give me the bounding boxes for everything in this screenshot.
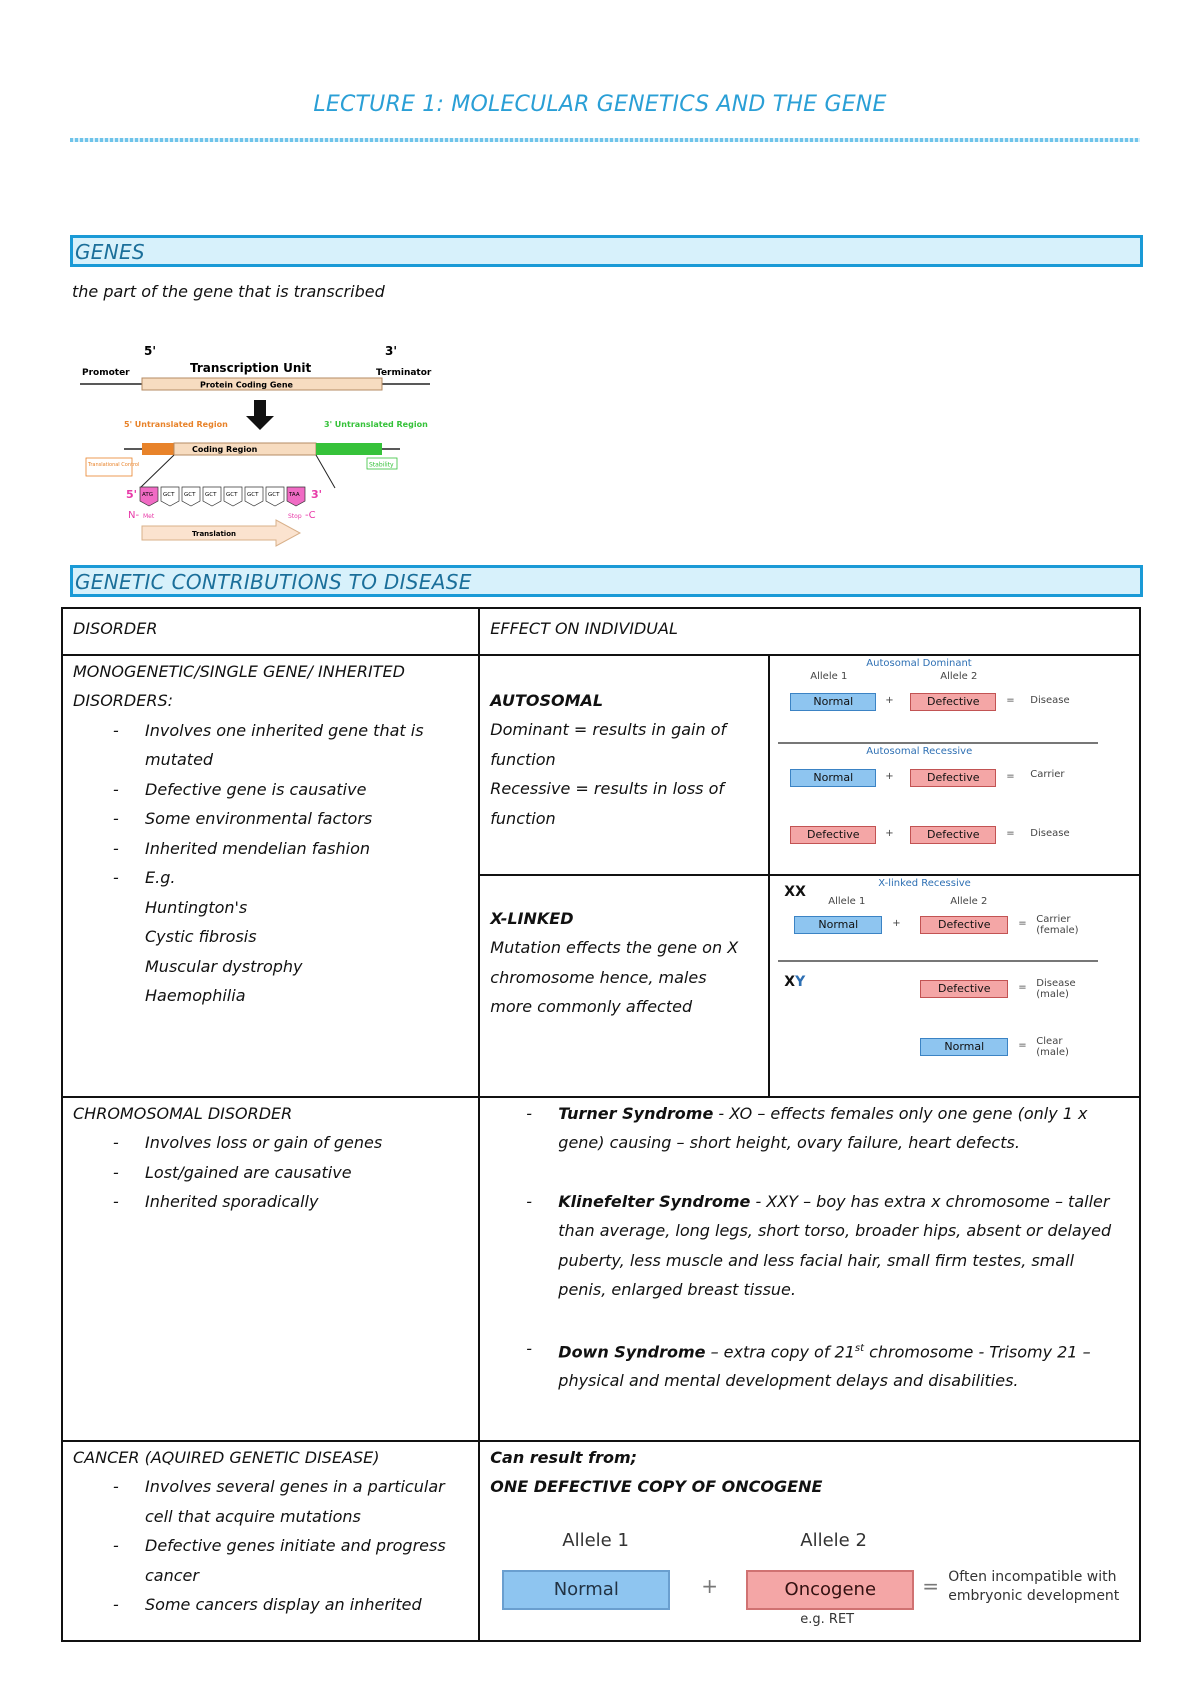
- klinefelter-name: Klinefelter Syndrome: [558, 1191, 751, 1211]
- fig-defective-box: Defective: [920, 916, 1008, 934]
- diagram-translational-control: Translational Control: [88, 462, 140, 468]
- fig-defective-box: Defective: [910, 769, 996, 787]
- autosomal-line-3: Recessive = results in loss of: [490, 779, 725, 798]
- codon-label: GCT: [163, 492, 175, 498]
- fig-allele1: Allele 1: [828, 895, 866, 907]
- onco-outcome: Often incompatible with embryonic development: [948, 1568, 1120, 1604]
- list-item: - Some cancers display an inherited: [113, 1590, 468, 1620]
- diagram-promoter: Promoter: [82, 368, 130, 378]
- example-huntington: Huntington's: [145, 897, 248, 917]
- onco-example: e.g. RET: [800, 1611, 855, 1627]
- diagram-codon-5prime: 5': [126, 488, 138, 501]
- list-item: - Defective gene is causative: [113, 775, 468, 805]
- list-item: - Involves loss or gain of genes: [113, 1128, 468, 1158]
- section-genes-label: GENES: [75, 240, 145, 264]
- col-effect: EFFECT ON INDIVIDUAL: [490, 619, 678, 638]
- list-item: - Down Syndrome – extra copy of 21st chromosome - Trisomy 21 – physical and mental development delays and disabilities.: [526, 1334, 1129, 1396]
- autosomal-figure: Autosomal Dominant Allele 1 Allele 2 Normal + Defective = Disease Autosomal Recessive Normal + Defective = Carrier Defective + Defective = Disease: [768, 656, 1100, 874]
- mono-cell: [62, 655, 479, 1097]
- fig-allele2: Allele 2: [950, 895, 988, 907]
- diagram-translation: Translation: [192, 530, 236, 538]
- cancer-effect-cell: [479, 1441, 1140, 1641]
- mono-title-1: MONOGENETIC/SINGLE GENE/ INHERITED: [73, 661, 405, 681]
- disease-table: [61, 607, 1141, 1642]
- diagram-c-term: -C: [305, 510, 316, 521]
- fig-normal-box: Normal: [790, 693, 876, 711]
- fig-defective-box: Defective: [910, 693, 996, 711]
- fig-xlinked-title: X-linked Recessive: [878, 877, 971, 889]
- diagram-terminator: Terminator: [376, 368, 432, 378]
- xlinked-figure: X-linked Recessive XX Allele 1 Allele 2 Normal + Defective = Carrier (female) XY Defective = Disease (male) Normal = Clear (male): [768, 876, 1100, 1096]
- example-cystic-fibrosis: Cystic fibrosis: [145, 927, 257, 946]
- list-item: - Involves one inherited gene that is mutated: [113, 716, 468, 775]
- diagram-coding-region: Coding Region: [192, 445, 258, 454]
- diagram-5prime: 5': [144, 344, 157, 358]
- xlinked-cell: [479, 875, 1140, 1097]
- diagram-n-term: N-: [128, 510, 140, 521]
- mono-title-2: DISORDERS:: [73, 691, 173, 710]
- row-chromosomal: [62, 1097, 1140, 1441]
- onco-oncogene-box: Oncogene: [746, 1570, 914, 1610]
- fig-normal-box: Normal: [794, 916, 882, 934]
- fig-xy-label: XY: [784, 973, 806, 990]
- list-item: - Klinefelter Syndrome - XXY – boy has extra x chromosome – taller than average, long legs, short torso, broader hips, absent or delayed puberty, less muscle and less facial hair, small firm testes, small penis, enlarged breast tissue.: [526, 1187, 1129, 1305]
- oncogene-heading: ONE DEFECTIVE COPY OF ONCOGENE: [490, 1477, 823, 1496]
- fig-allele2: Allele 2: [940, 670, 978, 682]
- list-item: - Lost/gained are causative: [113, 1158, 468, 1188]
- section-disease: [70, 565, 1143, 597]
- fig-defective-box: Defective: [790, 826, 876, 844]
- diagram-utr3: 3' Untranslated Region: [324, 420, 428, 429]
- fig-defective-box: Defective: [920, 980, 1008, 998]
- cancer-result-from: Can result from;: [490, 1447, 638, 1467]
- list-item: - Inherited mendelian fashion: [113, 834, 468, 864]
- row-mono-autosomal: [62, 655, 1140, 875]
- fig-carrier: Carrier: [1030, 768, 1065, 780]
- fig-xx-label: XX: [784, 883, 806, 900]
- example-haemophilia: Haemophilia: [145, 986, 246, 1005]
- fig-clear-male: Clear (male): [1036, 1035, 1069, 1058]
- turner-name: Turner Syndrome: [558, 1103, 714, 1123]
- codon-label: ATG: [142, 492, 153, 498]
- fig-recessive-title: Autosomal Recessive: [866, 745, 973, 757]
- onco-allele2: Allele 2: [800, 1529, 867, 1551]
- chromosomal-cell: [62, 1097, 479, 1441]
- list-item: - Some environmental factors: [113, 804, 468, 834]
- diagram-met: Met: [143, 513, 155, 520]
- xlinked-line-1: Mutation effects the gene on X: [490, 938, 739, 957]
- diagram-transcription-unit: Transcription Unit: [190, 361, 312, 375]
- xlinked-title: X-LINKED: [490, 908, 574, 928]
- list-item: - Turner Syndrome - XO – effects females only one gene (only 1 x gene) causing – short height, ovary failure, heart defects.: [526, 1099, 1129, 1158]
- fig-carrier-female: Carrier (female): [1036, 913, 1079, 936]
- cancer-title: CANCER (AQUIRED GENETIC DISEASE): [73, 1447, 380, 1467]
- fig-normal-box: Normal: [790, 769, 876, 787]
- codon-label: GCT: [247, 492, 259, 498]
- fig-disease: Disease: [1030, 694, 1070, 706]
- xlinked-line-3: more commonly affected: [490, 997, 693, 1016]
- fig-allele1: Allele 1: [810, 670, 848, 682]
- list-item: - Involves several genes in a particular cell that acquire mutations: [113, 1472, 468, 1531]
- cancer-cell: [62, 1441, 479, 1641]
- section-disease-label: GENETIC CONTRIBUTIONS TO DISEASE: [75, 570, 472, 594]
- diagram-protein-coding: Protein Coding Gene: [200, 380, 293, 390]
- diagram-3prime: 3': [385, 344, 398, 358]
- codon-label: GCT: [184, 492, 196, 498]
- fig-normal-box: Normal: [920, 1038, 1008, 1056]
- table-header-row: [62, 608, 1140, 655]
- chromosomal-title: CHROMOSOMAL DISORDER: [73, 1103, 293, 1123]
- genes-note: the part of the gene that is transcribed: [72, 282, 385, 301]
- page-title: LECTURE 1: MOLECULAR GENETICS AND THE GENE: [313, 92, 887, 117]
- utr3-bar: [316, 443, 382, 455]
- diagram-stability: Stability: [369, 461, 394, 469]
- onco-equals: =: [922, 1573, 940, 1598]
- diagram-stop: Stop: [288, 513, 302, 520]
- title-divider: [70, 138, 1140, 142]
- autosomal-title: AUTOSOMAL: [490, 690, 604, 710]
- autosomal-line-4: function: [490, 808, 556, 828]
- onco-plus: +: [701, 1573, 719, 1598]
- list-item: - Defective genes initiate and progress cancer: [113, 1531, 468, 1590]
- diagram-utr5: 5' Untranslated Region: [124, 420, 228, 429]
- down-name: Down Syndrome: [558, 1341, 706, 1361]
- col-disorder: DISORDER: [73, 619, 158, 638]
- transcription-arrow: [246, 400, 274, 430]
- autosomal-line-2: function: [490, 749, 556, 769]
- section-genes: [70, 235, 1143, 267]
- codon-label: TAA: [289, 492, 300, 498]
- fig-disease-male: Disease (male): [1036, 977, 1076, 1000]
- codon-label: GCT: [268, 492, 280, 498]
- utr5-bar: [142, 443, 174, 455]
- fig-disease: Disease: [1030, 827, 1070, 839]
- example-muscular-dystrophy: Muscular dystrophy: [145, 956, 303, 976]
- codon-label: GCT: [205, 492, 217, 498]
- chromosomal-effect-cell: [479, 1097, 1140, 1441]
- list-item: - E.g.: [113, 863, 468, 893]
- gene-structure-diagram: [80, 338, 440, 558]
- xlinked-line-2: chromosome hence, males: [490, 967, 707, 987]
- diagram-codon-3prime: 3': [311, 488, 323, 501]
- row-cancer: [62, 1441, 1140, 1641]
- codon-label: GCT: [226, 492, 238, 498]
- fig-defective-box: Defective: [910, 826, 996, 844]
- onco-allele1: Allele 1: [562, 1529, 629, 1551]
- fig-dominant-title: Autosomal Dominant: [866, 657, 972, 669]
- autosomal-cell: [479, 655, 1140, 875]
- autosomal-line-1: Dominant = results in gain of: [490, 720, 727, 739]
- onco-normal-box: Normal: [502, 1570, 670, 1610]
- list-item: - Inherited sporadically: [113, 1187, 468, 1217]
